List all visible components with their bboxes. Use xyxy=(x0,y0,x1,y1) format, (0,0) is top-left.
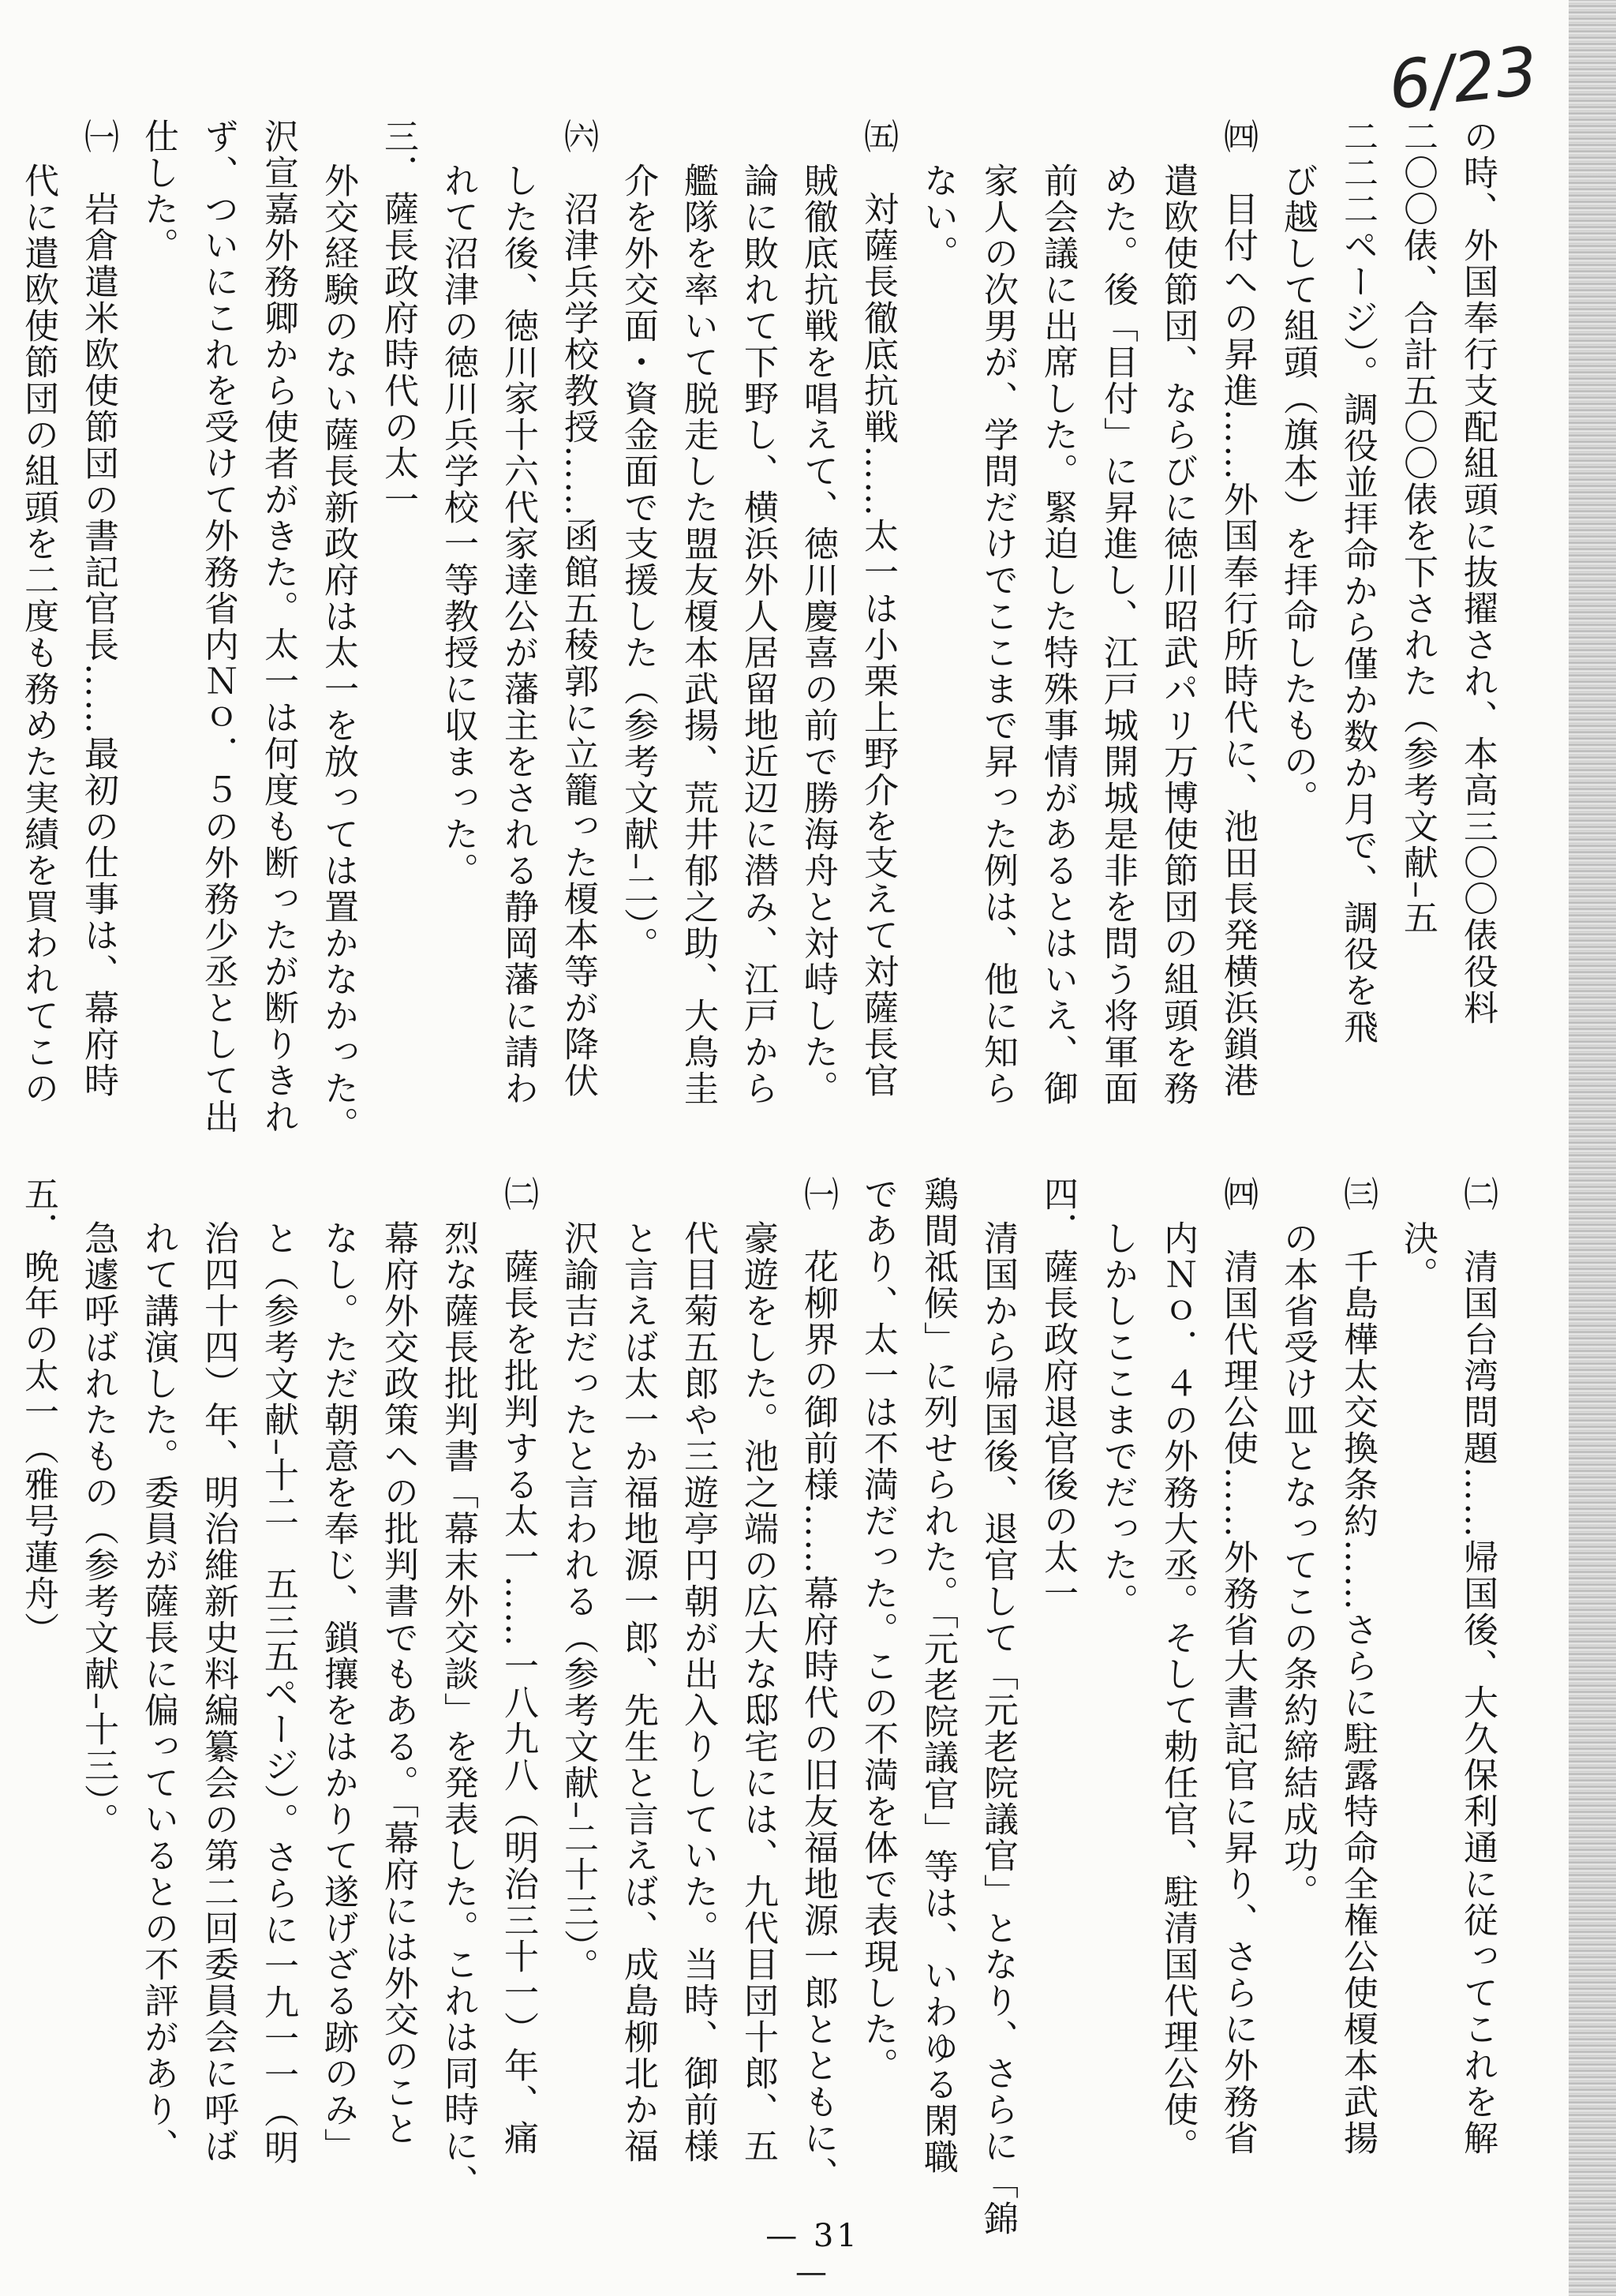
text-line: 二二二ページ）。調役並拝命から僅か数か月で、調役を飛 xyxy=(1337,118,1378,1045)
text-line: れて沼津の徳川兵学校一等教授に収まった。 xyxy=(438,163,478,889)
text-line: 治四十四）年、明治維新史料編纂会の第二回委員会に呼ば xyxy=(198,1220,238,2164)
text-line: 幕府外交政策への批判書でもある。「幕府には外交のこと xyxy=(378,1220,418,2147)
text-line: 三．薩長政府時代の太一 xyxy=(378,118,418,518)
text-line: 決。 xyxy=(1397,1220,1438,1293)
text-line: ず、ついにこれを受けて外務省内Ｎｏ．５の外務少丞として出 xyxy=(198,118,238,1135)
text-line: 豪遊をした。池之端の広大な邸宅には、九代目団十郎、五 xyxy=(738,1220,778,2164)
text-line: ㈠ 岩倉遣米欧使節団の書記官長……最初の仕事は、幕府時 xyxy=(78,118,118,1099)
text-line: の時、外国奉行支配組頭に抜擢され、本高三〇〇俵役料 xyxy=(1457,118,1498,1026)
text-line: ㈠ 花柳界の御前様……幕府時代の旧友福地源一郎とともに、 xyxy=(798,1176,838,2193)
lower-text-block xyxy=(18,1176,1507,2237)
text-line: しかしここまでだった。 xyxy=(1098,1220,1138,1620)
text-line: ㈥ 沼津兵学校教授……函館五稜郭に立籠った榎本等が降伏 xyxy=(558,118,598,1099)
text-line: ない。 xyxy=(918,163,958,272)
text-line xyxy=(0,1176,8,2044)
scan-edge-noise xyxy=(1569,0,1616,2296)
upper-text-block xyxy=(18,118,1507,1143)
text-line: 四．薩長政府退官後の太一 xyxy=(1038,1176,1078,1612)
text-line: なし。ただ朝意を奉じ、鎖攘をはかりて遂げざる跡のみ」 xyxy=(318,1220,358,2164)
text-line: 沢宣嘉外務卿から使者がきた。太一は何度も断ったが断りきれ xyxy=(258,118,298,1135)
text-line xyxy=(0,118,8,1129)
text-line: 代目菊五郎や三遊亭円朝が出入りしていた。当時、御前様 xyxy=(678,1220,718,2164)
text-line: と言えば太一か福地源一郎、先生と言えば、成島柳北か福 xyxy=(618,1220,658,2164)
text-line: ㈣ 目付への昇進……外国奉行所時代に、池田長発横浜鎖港 xyxy=(1218,118,1258,1099)
text-line: の本省受け皿となってこの条約締結成功。 xyxy=(1277,1220,1318,1910)
text-line: 鶏間祗候」に列せられた。「元老院議官」等は、いわゆる閑職 xyxy=(918,1176,958,2175)
text-line: 五．晩年の太一（雅号蓮舟） xyxy=(18,1176,58,1648)
text-line: 前会議に出席した。緊迫した特殊事情があるとはいえ、御 xyxy=(1038,163,1078,1107)
text-line: ㈡ 薩長を批判する太一……一八九八（明治三十一）年、痛 xyxy=(498,1176,538,2156)
page-number: — 31 — xyxy=(765,2218,860,2290)
text-line: 内Ｎｏ．４の外務大丞。そして勅任官、駐清国代理公使。 xyxy=(1158,1220,1198,2164)
text-line: めた。後「目付」に昇進し、江戸城開城是非を問う将軍面 xyxy=(1098,163,1138,1107)
text-line: 艦隊を率いて脱走した盟友榎本武揚、荒井郁之助、大鳥圭 xyxy=(678,163,718,1107)
text-line: した後、徳川家十六代家達公が藩主をされる静岡藩に請わ xyxy=(498,163,538,1107)
text-line: 仕した。 xyxy=(138,118,178,264)
text-line: 沢諭吉だったと言われる（参考文献–二十三）。 xyxy=(558,1220,598,1984)
text-line: 急遽呼ばれたもの（参考文献–十三）。 xyxy=(78,1220,118,1839)
handwritten-page-mark: 6/23 xyxy=(1385,32,1542,125)
text-line: ㈢ 千島樺太交換条約……さらに駐露特命全権公使榎本武揚 xyxy=(1337,1176,1378,2156)
text-line: 介を外交面・資金面で支援した（参考文献–二）。 xyxy=(618,163,658,963)
text-line: であり、太一は不満だった。この不満を体で表現した。 xyxy=(858,1176,898,2084)
text-line: 賊徹底抗戦を唱えて、徳川慶喜の前で勝海舟と対峙した。 xyxy=(798,163,838,1107)
text-line: ㈡ 清国台湾問題……帰国後、大久保利通に従ってこれを解 xyxy=(1457,1176,1498,2156)
text-line: 代に遣欧使節団の組頭を二度も務めた実績を買われてこの xyxy=(18,163,58,1107)
text-line: れて講演した。委員が薩長に偏っているとの不評があり、 xyxy=(138,1220,178,2164)
text-line: び越して組頭（旗本）を拝命したもの。 xyxy=(1277,163,1318,816)
text-line: と（参考文献–十二 五三五ページ）。さらに一九一一（明 xyxy=(258,1220,298,2166)
text-line: 家人の次男が、学問だけでここまで昇った例は、他に知ら xyxy=(978,163,1018,1107)
text-line: 遣欧使節団、ならびに徳川昭武パリ万博使節団の組頭を務 xyxy=(1158,163,1198,1107)
text-line: 論に敗れて下野し、横浜外人居留地近辺に潜み、江戸から xyxy=(738,163,778,1107)
text-line: ㈤ 対薩長徹底抗戦……太一は小栗上野介を支えて対薩長官 xyxy=(858,118,898,1099)
text-line: 二〇〇俵、合計五〇〇俵を下された（参考文献–五 xyxy=(1397,118,1438,936)
text-line: 外交経験のない薩長新政府は太一を放っては置かなかった。 xyxy=(318,163,358,1143)
text-line: 烈な薩長批判書「幕末外交談」を発表した。これは同時に、 xyxy=(438,1220,478,2200)
text-line: ㈣ 清国代理公使……外務省大書記官に昇り、さらに外務省 xyxy=(1218,1176,1258,2156)
text-line: 清国から帰国後、退官して「元老院議官」となり、さらに「錦 xyxy=(978,1220,1018,2237)
